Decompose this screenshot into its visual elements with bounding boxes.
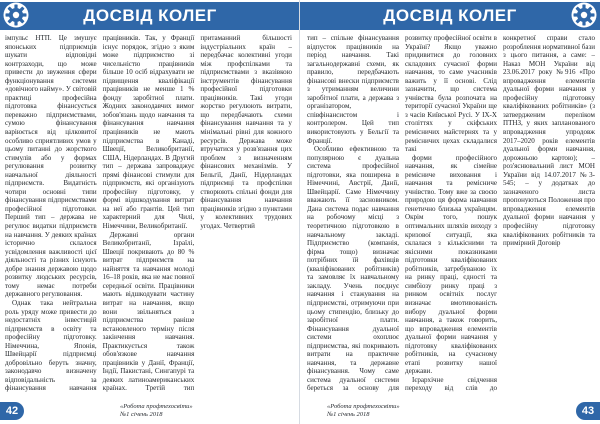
gear-icon — [3, 2, 29, 28]
article-paragraph: форми професійного навчання, як сімейне ремісниче виховання і навчання та ремісниче учнівство. Тому вже за своєю природою ця форма навчання генетично близька українцям. Окрім того, пошук оптимальних шляхів виходу з кризової ситуації, яка склалася з кількісними та якісними показниками підготовки кваліфікованих робітників, затребуваною їх на ринку праці, єдності та симбіозу ринку праці з ринком освітніх послуг визначає вмотивованість вибору дуальної форми навчання, а також говорить, що впровадження елементів дуальної форми навчання у підготовку кваліфікованих робітників, на сучасному етапі розвитку нашої держави. — [405, 153, 497, 376]
article-paragraph: Особливо ефективною та популярною є дуальна система професійної підготовки, яка поширена в Німеччині, Австрії, Данії, Швейцарії. Саме Німеччину вважають її засновником. Дана система подає навчання на робочому місці з теоретичною підготовкою в навчальному закладі. Підприємство (компанія, фірма тощо) визначає потрібних їй фахівців (кваліфікованих робітників) та замовляє їх навчальному закладу. Учень поєднує навчання і стажування на підприємстві, отримуючи при цьому стипендію, близьку до заробітної плати. Фінансування дуальної системи охоплює підприємства, які покривають витрати на практичне навчання, та державне фінансування. Чому саме система дуальної системи береться за основу для розвитку професійної освіти в Україні? Якщо уважно придивитися до головних складових сучасної форми навчання, то саме учасників важить у її основі. Слід зазначити, що система учнівства була розпочата на території сучасної України ще з часів Київської Русі. У ІХ-Х століттях у скіфських ремісничих майстернях та у ремісничих цехах складалися такі — [307, 34, 497, 393]
section-banner — [0, 2, 300, 30]
footer-publication: «Робота профтехосвіти» — [327, 403, 400, 410]
article-body — [307, 34, 595, 396]
article-paragraph: Однак така нейтральна роль уряду може привести до недостатніх інвестицій підприємств в освіту та професійну підготовку. Німеччина, Японія, Швейцарії підприємці добровільно беруть значну, законодавчо визначену відповідальність за фінансування навчання працівників. Так, у Франції існує порядок, згідно з яким може підприємство зі чисельністю працівників більше 10 осіб відрахувати не підвищення кваліфікації працівників не менше 1 % фонду заробітної плати. Жодних законодавчих вимог зобов'язань щодо навчання та фінансування навчання працівників не мають підприємства в Канаді, Швеції, Великобританії, США, Нідерландах. В Другий тип – держава запроваджує прямі фінансові стимули для підприємств, які організують професійну підготовку, у формі відшкодування витрат на неї або грантів. Цей тип характерний для Чилі, Німеччини, Великобританії. — [5, 34, 195, 393]
article-paragraph: тип – спільне фінансування відпусток працівників на період навчання. Такі загальнодержавні схеми, як правило, передбачають фінансові внески підприємств з утриманням величини заробітної плати, а держава з організатором, співфінансистом і контролером. Цей тип використовують у Бельгії та Франції. — [307, 34, 399, 145]
article-paragraph: імпульс НТП. Це змушує японських підприємців шукати відповідні контрзаходи, що може привести до звуження сфери функціонування системи «довічного найму». У світовій практиці професійна підготовка фінансується переважно підприємствами, сумою фінансування варіюється від цілковитої особливо сприятливих умов у цьому питанні до жорсткого стимулів або у формах регулювання розвитку навчальної діяльності підприємств. Видатність чотири основні типи фінансування підприємствами професійної підготовки. Перший тип – держава не регулює видатки підприємств на навчання. У деяких країнах історично склалося усвідомлення важливості цієї діяльності та різних існують добре знання державою щодо розвитку людських ресурсів, тому немає потреби державного регулювання. — [5, 34, 97, 299]
section-title: ДОСВІД КОЛЕГ — [383, 6, 517, 25]
right-page — [300, 0, 600, 424]
article-body — [5, 34, 292, 396]
section-title: ДОСВІД КОЛЕГ — [83, 6, 217, 25]
gear-icon — [571, 2, 597, 28]
article-paragraph: Державні органи Великобританії, Ізраїлі, Швеції покривають до 80 % витрат підприємств на найняття та навчання молоді 16–18 років, яка не має повної середньої освіти. Працівники мають відшкодувати частину витрат на навчання, якщо вони звільняться з підприємства раніше встановленого терміну після закінчення навчання. Практикується також обов'язкове навчання працівників у Данії, Франції, Індії, Пакистані, Сингапурі та деяких латиноамериканських країнах. Третій тип притаманний більшості індустріальних країн – передбачає колективні угоди між профспілками та підприємствами з вказівкою інструментів фінансування професійної підготовки працівників. Такі угоди жорстко регулюють витрати, що передбачають схеми фінансування навчання та у мінімальні рівні для кожного ресурсів. Держава може втручатися у розв'язання цих проблем з визначенням фінансових механізмів. У Бельгії, Данії, Нідерландах підприємці та профспілки створюють спільні фонди для фінансування навчання працівників згідно з пунктами у колективних трудових угодах. Четвертий — [102, 34, 292, 393]
footer-issue: №1 січень 2018 — [327, 410, 370, 418]
footer-publication: «Робота профтехосвіти» — [120, 403, 193, 410]
page-number: 42 — [0, 402, 24, 420]
page-footer — [120, 403, 193, 418]
page-footer — [327, 403, 400, 418]
page-number: 43 — [576, 402, 600, 420]
article-paragraph: Ієрархічне свідчення переходу від слів до конкретної справи стало розроблення нормативної бази з цього питання, а саме: – Наказ МОН України від 23.06.2017 року №916 «Про впровадження елементів дуальної форми навчання у професійну підготовку кваліфікованих робітників» (з затвердженим переліком ПТНЗ, у яких запланованого впровадження упродовж 2017–2020 років елементів дуальної форми навчання, дорожньою картою); – роз'яснювальний лист МОН України від 14.07.2017 №3-545; – у додатках до зазначеного листа пропонуються Положення про впровадження елементів дуальної форми навчання у професійну підготовку кваліфікованих робітників та примірний Договір — [405, 34, 595, 393]
section-banner — [300, 2, 600, 30]
footer-issue: №1 січень 2018 — [120, 410, 163, 418]
